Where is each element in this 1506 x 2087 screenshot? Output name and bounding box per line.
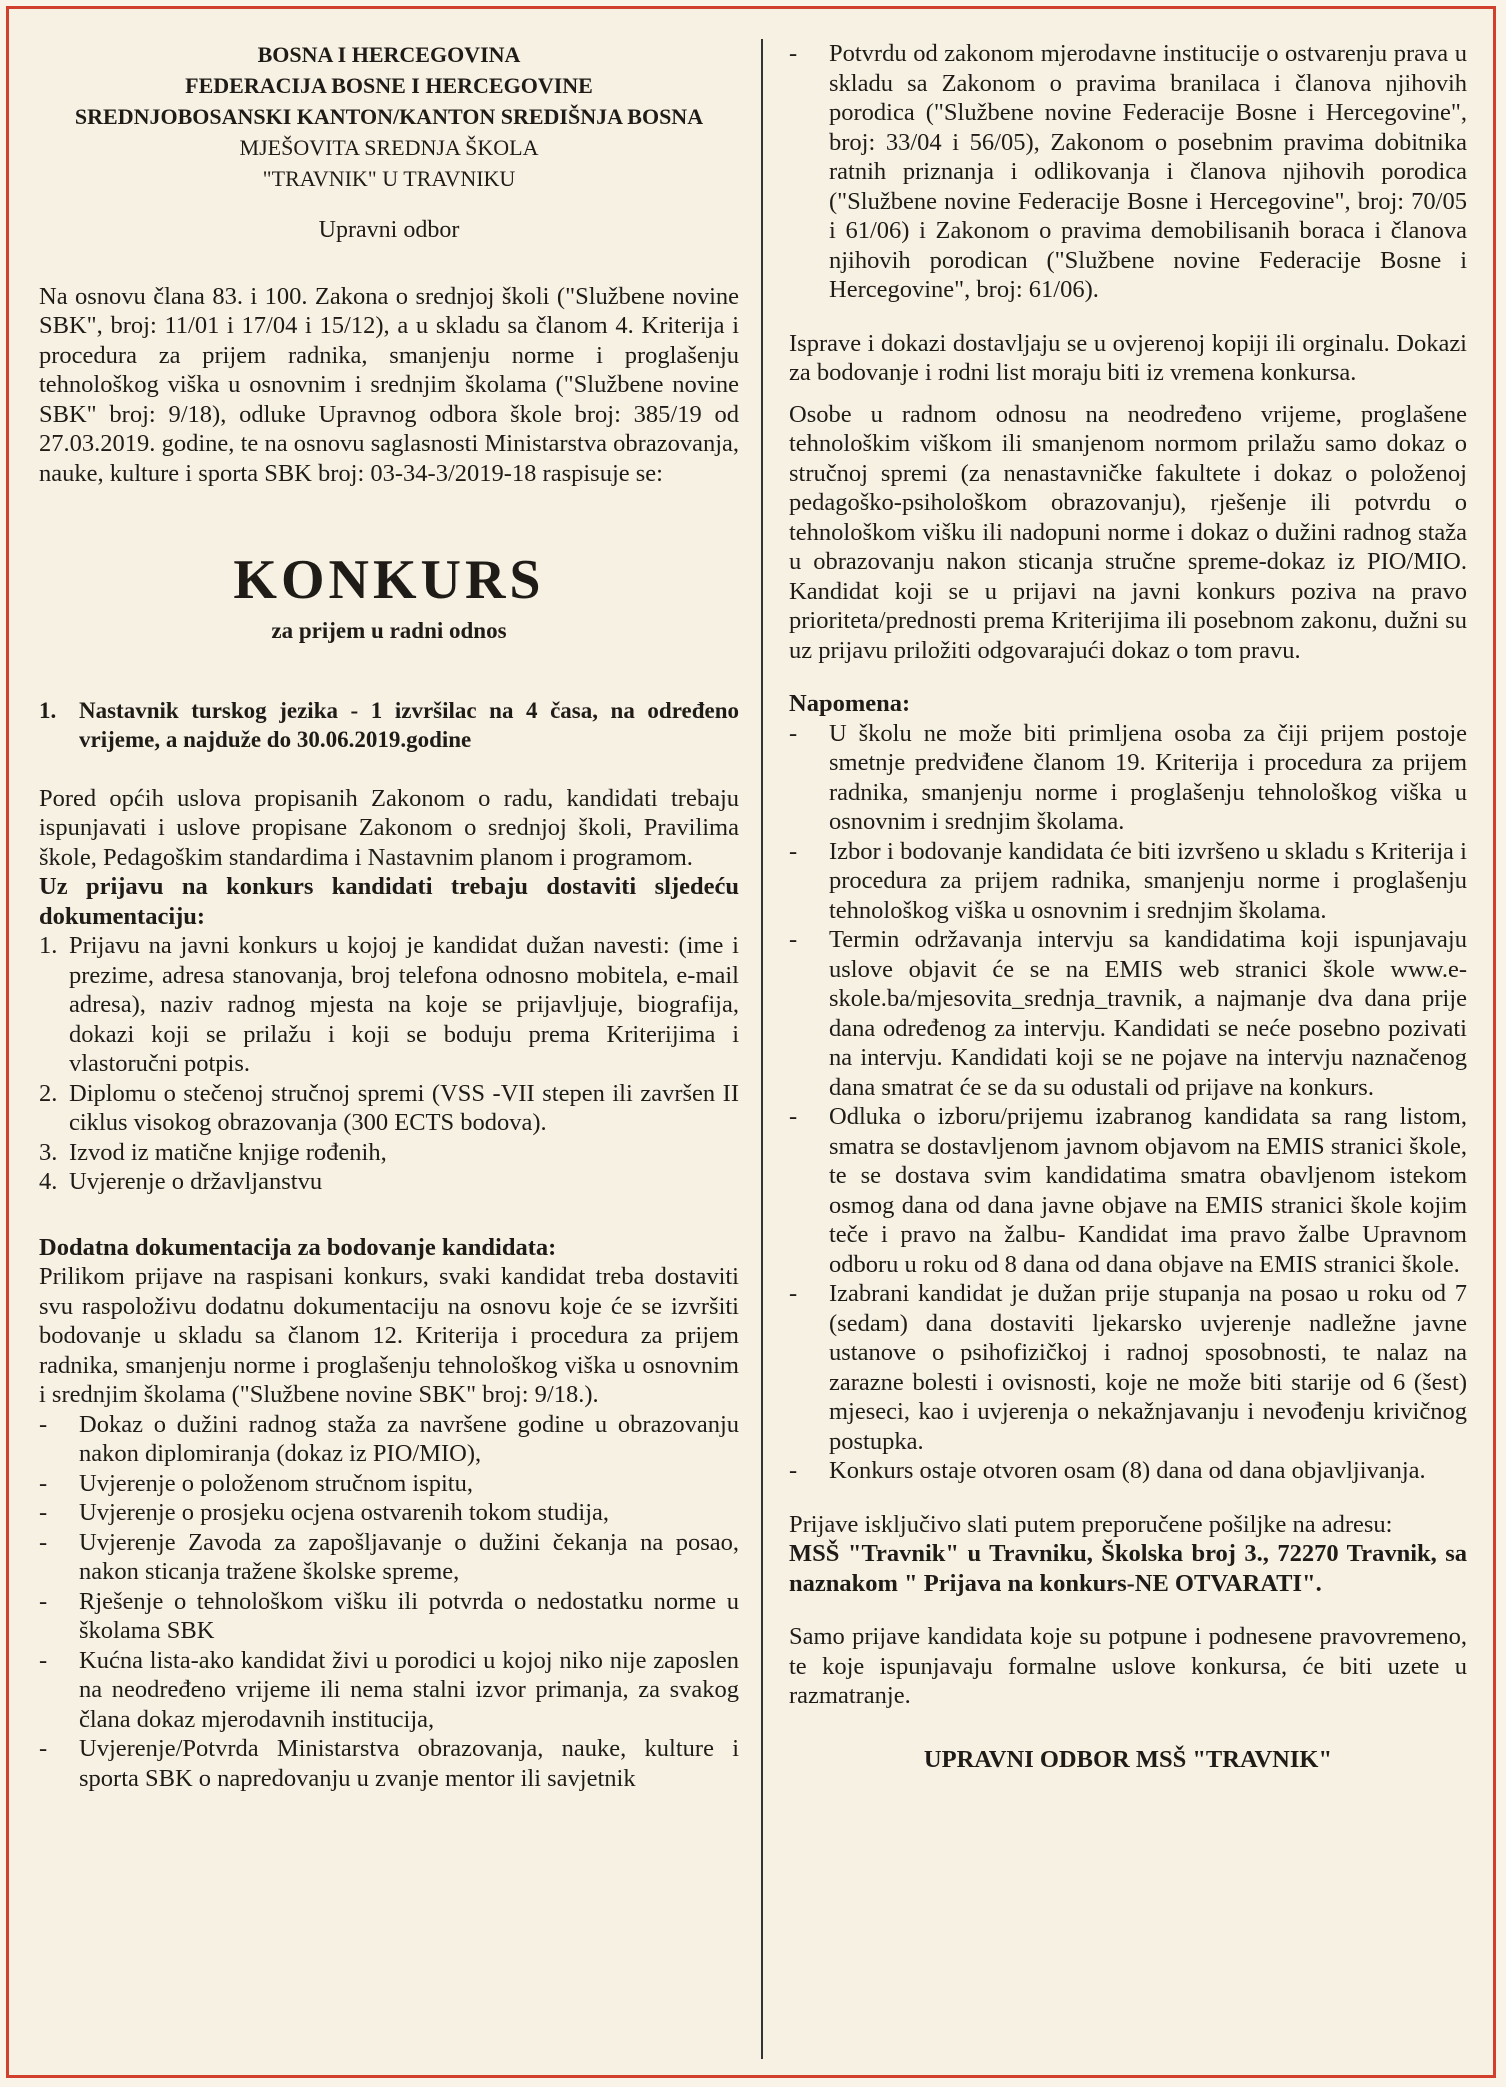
list-item xyxy=(39,1079,739,1138)
item-text: U školu ne može biti primljena osoba za čiji prijem postoje smetnje predviđene članom 19. Kriterija i procedura za prijem radnika, smanjenju norme i proglašenju tehnološkog viška u osnovnim i srednjim školama. xyxy=(829,719,1467,835)
header-federation: FEDERACIJA BOSNE I HERCEGOVINE xyxy=(185,73,593,98)
list-item xyxy=(789,925,1467,1102)
left-column xyxy=(39,39,739,1793)
list-item xyxy=(789,719,1467,837)
document-page xyxy=(6,6,1496,2078)
dash-bullet: - xyxy=(789,1280,798,1307)
docs-heading: Uz prijavu na konkurs kandidati trebaju dostaviti sljedeću dokumentaciju: xyxy=(39,873,739,930)
signoff: UPRAVNI ODBOR MSŠ "TRAVNIK" xyxy=(923,1745,1333,1773)
item-text: Odluka o izboru/prijemu izabranog kandidata sa rang listom, smatra se dostavljenom javnom objavom na EMIS stranici škole, te se dostava svim kandidatima smatra obavljenom istekom osmog dana od dana javne objave na EMIS stranici škole kojim teče i pravo na žalbu- Kandidat ima pravo žalbe Upravnom odboru u roku od 8 dana od dana objave na EMIS stranici škole. xyxy=(829,1103,1467,1278)
board-label: Upravni odbor xyxy=(318,217,460,243)
page-title: KONKURS xyxy=(233,549,545,611)
position-number: 1. xyxy=(39,697,57,723)
header-country: BOSNA I HERCEGOVINA xyxy=(257,42,521,67)
dash-bullet: - xyxy=(789,837,798,865)
item-text: Kućna lista-ako kandidat živi u porodici u kojoj niko nije zaposlen na neodređeno vrijeme ili nema stalni izvor primanja, za svakog člana dokaz mjerodavnih institucija, xyxy=(79,1646,739,1733)
additional-heading: Dodatna dokumentacija za bodovanje kandidata: xyxy=(39,1233,557,1261)
item-text: Izbor i bodovanje kandidata će biti izvršeno u skladu s Kriterija i procedura za prijem radnika, smanjenju norme i proglašenju tehnološkog viška u osnovnim i srednjim školama. xyxy=(829,837,1467,924)
header-school-name: "TRAVNIK" U TRAVNIKU xyxy=(262,166,516,191)
item-text: Prijavu na javni konkurs u kojoj je kandidat dužan navesti: (ime i prezime, adresa stanovanja, broj telefona odnosno mobitela, e-mail adresa), naziv radnog mjesta na koje se prijavljuje, biografija, dokazi koji se prilažu i koji se boduju prema Kriterijima i vlastoručni potpis. xyxy=(69,932,739,1077)
item-text: Uvjerenje o položenom stručnom ispitu, xyxy=(79,1469,473,1497)
item-text: Uvjerenje o prosjeku ocjena ostvarenih tokom studija, xyxy=(79,1499,610,1526)
header-canton: SREDNJOBOSANSKI KANTON/KANTON SREDIŠNJA BOSNA xyxy=(74,104,704,129)
item-text: Diplomu o stečenoj stručnoj spremi (VSS -VII stepen ili završen II ciklus visokog obrazovanja (300 ECTS bodova). xyxy=(69,1079,739,1136)
dash-bullet: - xyxy=(39,1410,48,1438)
dash-bullet: - xyxy=(39,1646,48,1674)
dash-bullet: - xyxy=(39,1469,48,1497)
dash-bullet: - xyxy=(39,1528,48,1556)
list-item xyxy=(789,1102,1467,1279)
item-number: 2. xyxy=(39,1079,58,1107)
dash-bullet: - xyxy=(789,1103,798,1130)
dash-bullet: - xyxy=(789,719,798,747)
item-text: Uvjerenje o državljanstvu xyxy=(69,1168,323,1195)
docs-list xyxy=(39,931,739,1197)
dash-bullet: - xyxy=(789,926,798,953)
list-item xyxy=(39,1167,739,1197)
send-address: MSŠ "Travnik" u Travniku, Školska broj 3., 72270 Travnik, sa naznakom " Prijava na konkurs-NE OTVARATI". xyxy=(789,1540,1467,1597)
item-text: Konkurs ostaje otvoren osam (8) dana od dana objavljivanja. xyxy=(829,1457,1426,1484)
list-item xyxy=(789,837,1467,926)
list-item xyxy=(789,39,1467,305)
copies-note: Isprave i dokazi dostavljaju se u ovjerenoj kopiji ili orginalu. Dokazi za bodovanje i rodni list moraju biti iz vremena konkursa. xyxy=(789,329,1467,386)
item-text: Izabrani kandidat je dužan prije stupanja na posao u roku od 7 (sedam) dana dostaviti ljekarsko uvjerenje nadležne javne ustanove o psihofizičkoj i radnoj sposobnosti, te nalaz na zarazne bolesti i ovisnosti, koje ne može biti starije od 6 (šest) mjeseci, kao i uvjerenja o nekažnjavanju i nevođenju krivičnog postupka. xyxy=(829,1280,1467,1455)
remarks-list xyxy=(789,719,1467,1486)
item-text: Potvrdu od zakonom mjerodavne institucije o ostvarenju prava u skladu sa Zakonom o pravima branilaca i članova njihovih porodica ("Službene novine Federacije Bosne i Hercegovine", broj: 33/04 i 56/05), Zakonom o posebnim pravima dobitnika ratnih priznanja i odlikovanja i članova njihovih porodica ("Službene novine Federacije Bosne i Hercegovine", broj: 70/05 i 61/06) i Zakonom o pravima demobilisanih boraca i članova njihovih porodican ("Službene novine Federacije Bosne i Hercegovine", broj: 61/06). xyxy=(829,40,1467,303)
intro-paragraph: Na osnovu člana 83. i 100. Zakona o srednjoj školi ("Službene novine SBK", broj: 11/01 i 17/04 i 15/12), a u skladu sa članom 4. Kriterija i procedura za prijem radnika, smanjenju norme i proglašenju tehnološkog viška u osnovnim i srednjim školama ("Službene novine SBK" broj: 9/18), odluke Upravnog odbora škole broj: 385/19 od 27.03.2019. godine, te na osnovu saglasnosti Ministarstva obrazovanja, nauke, kulture i sporta SBK broj: 03-34-3/2019-18 raspisuje se: xyxy=(39,282,739,487)
remark-heading: Napomena: xyxy=(789,690,911,717)
list-item xyxy=(789,1456,1467,1486)
item-text: Izvod iz matične knjige rođenih, xyxy=(69,1138,387,1166)
item-text: Uvjerenje/Potvrda Ministarstva obrazovanja, nauke, kulture i sporta SBK o napredovanju u zvanje mentor ili savjetnik xyxy=(79,1735,739,1792)
list-item xyxy=(39,1528,739,1587)
list-item xyxy=(39,1734,739,1793)
dash-bullet: - xyxy=(789,40,798,67)
list-item xyxy=(39,1469,739,1499)
header-school: MJEŠOVITA SREDNJA ŠKOLA xyxy=(239,135,539,160)
list-item xyxy=(39,1587,739,1646)
item-text: Rješenje o tehnološkom višku ili potvrda o nedostatku norme u školama SBK xyxy=(79,1587,739,1644)
additional-intro: Prilikom prijave na raspisani konkurs, svaki kandidat treba dostaviti svu raspoloživu dodatnu dokumentaciju na osnovu koje će se izvršiti bodovanje u skladu sa članom 12. Kriterija i procedura za prijem radnika, smanjenju norme i proglašenju tehnološkog viška u osnovnim i srednjim školama ("Službene novine SBK" broj: 9/18.). xyxy=(39,1263,739,1408)
list-item xyxy=(39,1646,739,1735)
item-text: Termin održavanja intervju sa kandidatima koji ispunjavaju uslove objavit će se na EMIS web stranici škole www.e-skole.ba/mjesovita_srednja_travnik, a najmanje dva dana prije dana određenog za intervju. Kandidati se neće posebno pozivati na intervju. Kandidati koji se ne pojave na intervju naznačenog dana smatrat će se da su odustali od prijave na konkurs. xyxy=(829,926,1467,1101)
list-item xyxy=(39,931,739,1079)
item-number: 4. xyxy=(39,1168,58,1195)
column-divider xyxy=(761,39,763,2059)
dash-bullet: - xyxy=(39,1735,48,1762)
send-instructions: Prijave isključivo slati putem preporučene pošiljke na adresu: xyxy=(789,1510,1393,1538)
list-item xyxy=(39,1498,739,1528)
additional-list xyxy=(39,1410,739,1794)
page-subtitle: za prijem u radni odnos xyxy=(271,618,507,643)
dash-bullet: - xyxy=(789,1457,798,1484)
general-conditions: Pored općih uslova propisanih Zakonom o radu, kandidati trebaju ispunjavati i uslove propisane Zakonom o srednjoj školi, Pravilima škole, Pedagoškim standardima i Nastavnim planom i programom. xyxy=(39,784,739,871)
employed-note: Osobe u radnom odnosu na neodređeno vrijeme, proglašene tehnološkim viškom ili smanjenom normom prilažu samo dokaz o stručnoj spremi (za nenastavničke fakultete i dokaz o položenoj pedagoško-psihološkom obrazovanju), rješenje ili potvrdu o tehnološkom višku ili nadopuni norme i dokaz o dužini radnog staža u obrazovanju nakon sticanja stručne spreme-dokaz iz PIO/MIO. Kandidat koji se u prijavi na javni konkurs poziva na pravo prioriteta/prednosti prema Kriterijima ili posebnom zakonu, dužni su uz prijavu priložiti odgovarajući dokaz o tom pravu. xyxy=(789,400,1467,664)
item-text: Uvjerenje Zavoda za zapošljavanje o dužini čekanja na posao, nakon sticanja tražene školske spreme, xyxy=(79,1528,739,1585)
item-text: Dokaz o dužini radnog staža za navršene godine u obrazovanju nakon diplomiranja (dokaz iz PIO/MIO), xyxy=(79,1410,739,1467)
item-number: 1. xyxy=(39,932,58,959)
additional-list-continued xyxy=(789,39,1467,305)
right-column xyxy=(789,39,1467,1774)
final-note: Samo prijave kandidata koje su potpune i podnesene pravovremeno, te koje ispunjavaju formalne uslove konkursa, će biti uzete u razmatranje. xyxy=(789,1623,1467,1709)
position-text: Nastavnik turskog jezika - 1 izvršilac na 4 časa, na određeno vrijeme, a najduže do 30.06.2019.godine xyxy=(79,697,739,752)
position-item xyxy=(39,696,739,754)
dash-bullet: - xyxy=(39,1587,48,1615)
item-number: 3. xyxy=(39,1138,58,1166)
list-item xyxy=(789,1279,1467,1456)
list-item xyxy=(39,1138,739,1168)
list-item xyxy=(39,1410,739,1469)
dash-bullet: - xyxy=(39,1499,48,1526)
